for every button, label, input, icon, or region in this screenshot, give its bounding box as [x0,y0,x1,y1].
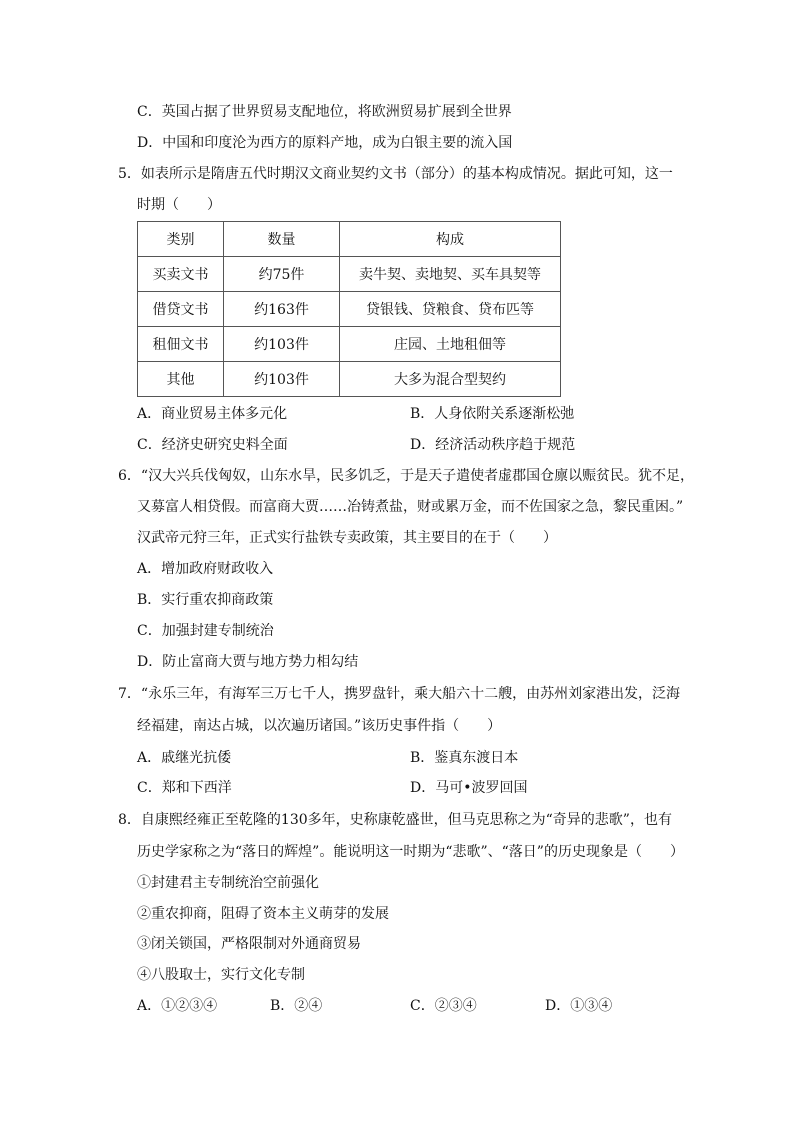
q8-item-4: ④八股取士，实行文化专制 [137,967,305,983]
q6-option-c: C．加强封建专制统治 [137,623,274,639]
table-row [138,292,561,327]
table-cell: 大多为混合型契约 [340,362,561,397]
q5-stem-line2: 时期（ ） [137,197,221,213]
q5-option-a: A．商业贸易主体多元化 [137,406,288,422]
q6-option-a: A．增加政府财政收入 [137,561,274,577]
q7-stem-line2: 经福建，南达占城，以次遍历诸国。”该历史事件指（ ） [137,718,502,734]
q8-option-a: A．①②③④ [137,998,218,1014]
q7-option-a: A．戚继光抗倭 [137,750,232,766]
table-cell: 贷银钱、贷粮食、贷布匹等 [340,292,561,327]
q5-option-b: B．人身依附关系逐渐松弛 [410,406,575,422]
q7-option-b: B．鉴真东渡日本 [410,750,519,766]
q6-option-d: D．防止富商大贾与地方势力相勾结 [137,654,359,670]
table-cell: 约163件 [224,292,340,327]
table-cell: 约103件 [224,327,340,362]
q5-option-d: D．经济活动秩序趋于规范 [410,437,576,453]
q8-item-2: ②重农抑商，阻碍了资本主义萌芽的发展 [137,906,389,922]
table-cell: 其他 [138,362,224,397]
q7-option-c: C．郑和下西洋 [137,780,232,796]
table-header-cell: 构成 [340,222,561,257]
q5-contract-table [137,221,561,397]
q6-option-b: B．实行重农抑商政策 [137,592,274,608]
q4-option-d: D．中国和印度沦为西方的原料产地，成为白银主要的流入国 [137,135,513,151]
q8-stem-line1: 8．自康熙经雍正至乾隆的130多年，史称康乾盛世，但马克思称之为“奇异的悲歌”，也有 [118,812,672,828]
q6-stem-line2: 又募富人相贷假。而富商大贾……冶铸煮盐，财或累万金，而不佐国家之急，黎民重困。” [137,499,684,515]
table-cell: 约103件 [224,362,340,397]
table-row [138,257,561,292]
table-cell: 约75件 [224,257,340,292]
table-header-row [138,222,561,257]
q5-stem-line1: 5．如表所示是隋唐五代时期汉文商业契约文书（部分）的基本构成情况。据此可知，这一 [118,166,673,182]
table-cell: 租佃文书 [138,327,224,362]
q8-option-b: B．②④ [270,998,323,1014]
table-header-cell: 类别 [138,222,224,257]
table-cell: 庄园、土地租佃等 [340,327,561,362]
table-row [138,327,561,362]
q8-option-c: C．②③④ [410,998,477,1014]
table-header-cell: 数量 [224,222,340,257]
q8-item-1: ①封建君主专制统治空前强化 [137,875,319,891]
q8-stem-line2: 历史学家称之为“落日的辉煌”。能说明这一时期为“悲歌”、“落日”的历史现象是（ ） [137,844,684,860]
q5-option-c: C．经济史研究史料全面 [137,437,288,453]
table-cell: 卖牛契、卖地契、买车具契等 [340,257,561,292]
q6-stem-line1: 6．“汉大兴兵伐匈奴，山东水旱，民多饥乏，于是天子遣使者虚郡国仓廪以赈贫民。犹不足， [118,468,695,484]
q8-item-3: ③闭关锁国，严格限制对外通商贸易 [137,936,361,952]
q8-option-d: D．①③④ [545,998,613,1014]
table-cell: 借贷文书 [138,292,224,327]
q4-option-c: C．英国占据了世界贸易支配地位，将欧洲贸易扩展到全世界 [137,104,512,120]
q6-stem-line3: 汉武帝元狩三年，正式实行盐铁专卖政策，其主要目的在于（ ） [137,530,557,546]
table-row [138,362,561,397]
q7-option-d: D．马可•波罗回国 [410,780,528,796]
q7-stem-line1: 7．“永乐三年，有海军三万七千人，携罗盘针，乘大船六十二艘，由苏州刘家港出发，泛海 [118,686,681,702]
table-cell: 买卖文书 [138,257,224,292]
